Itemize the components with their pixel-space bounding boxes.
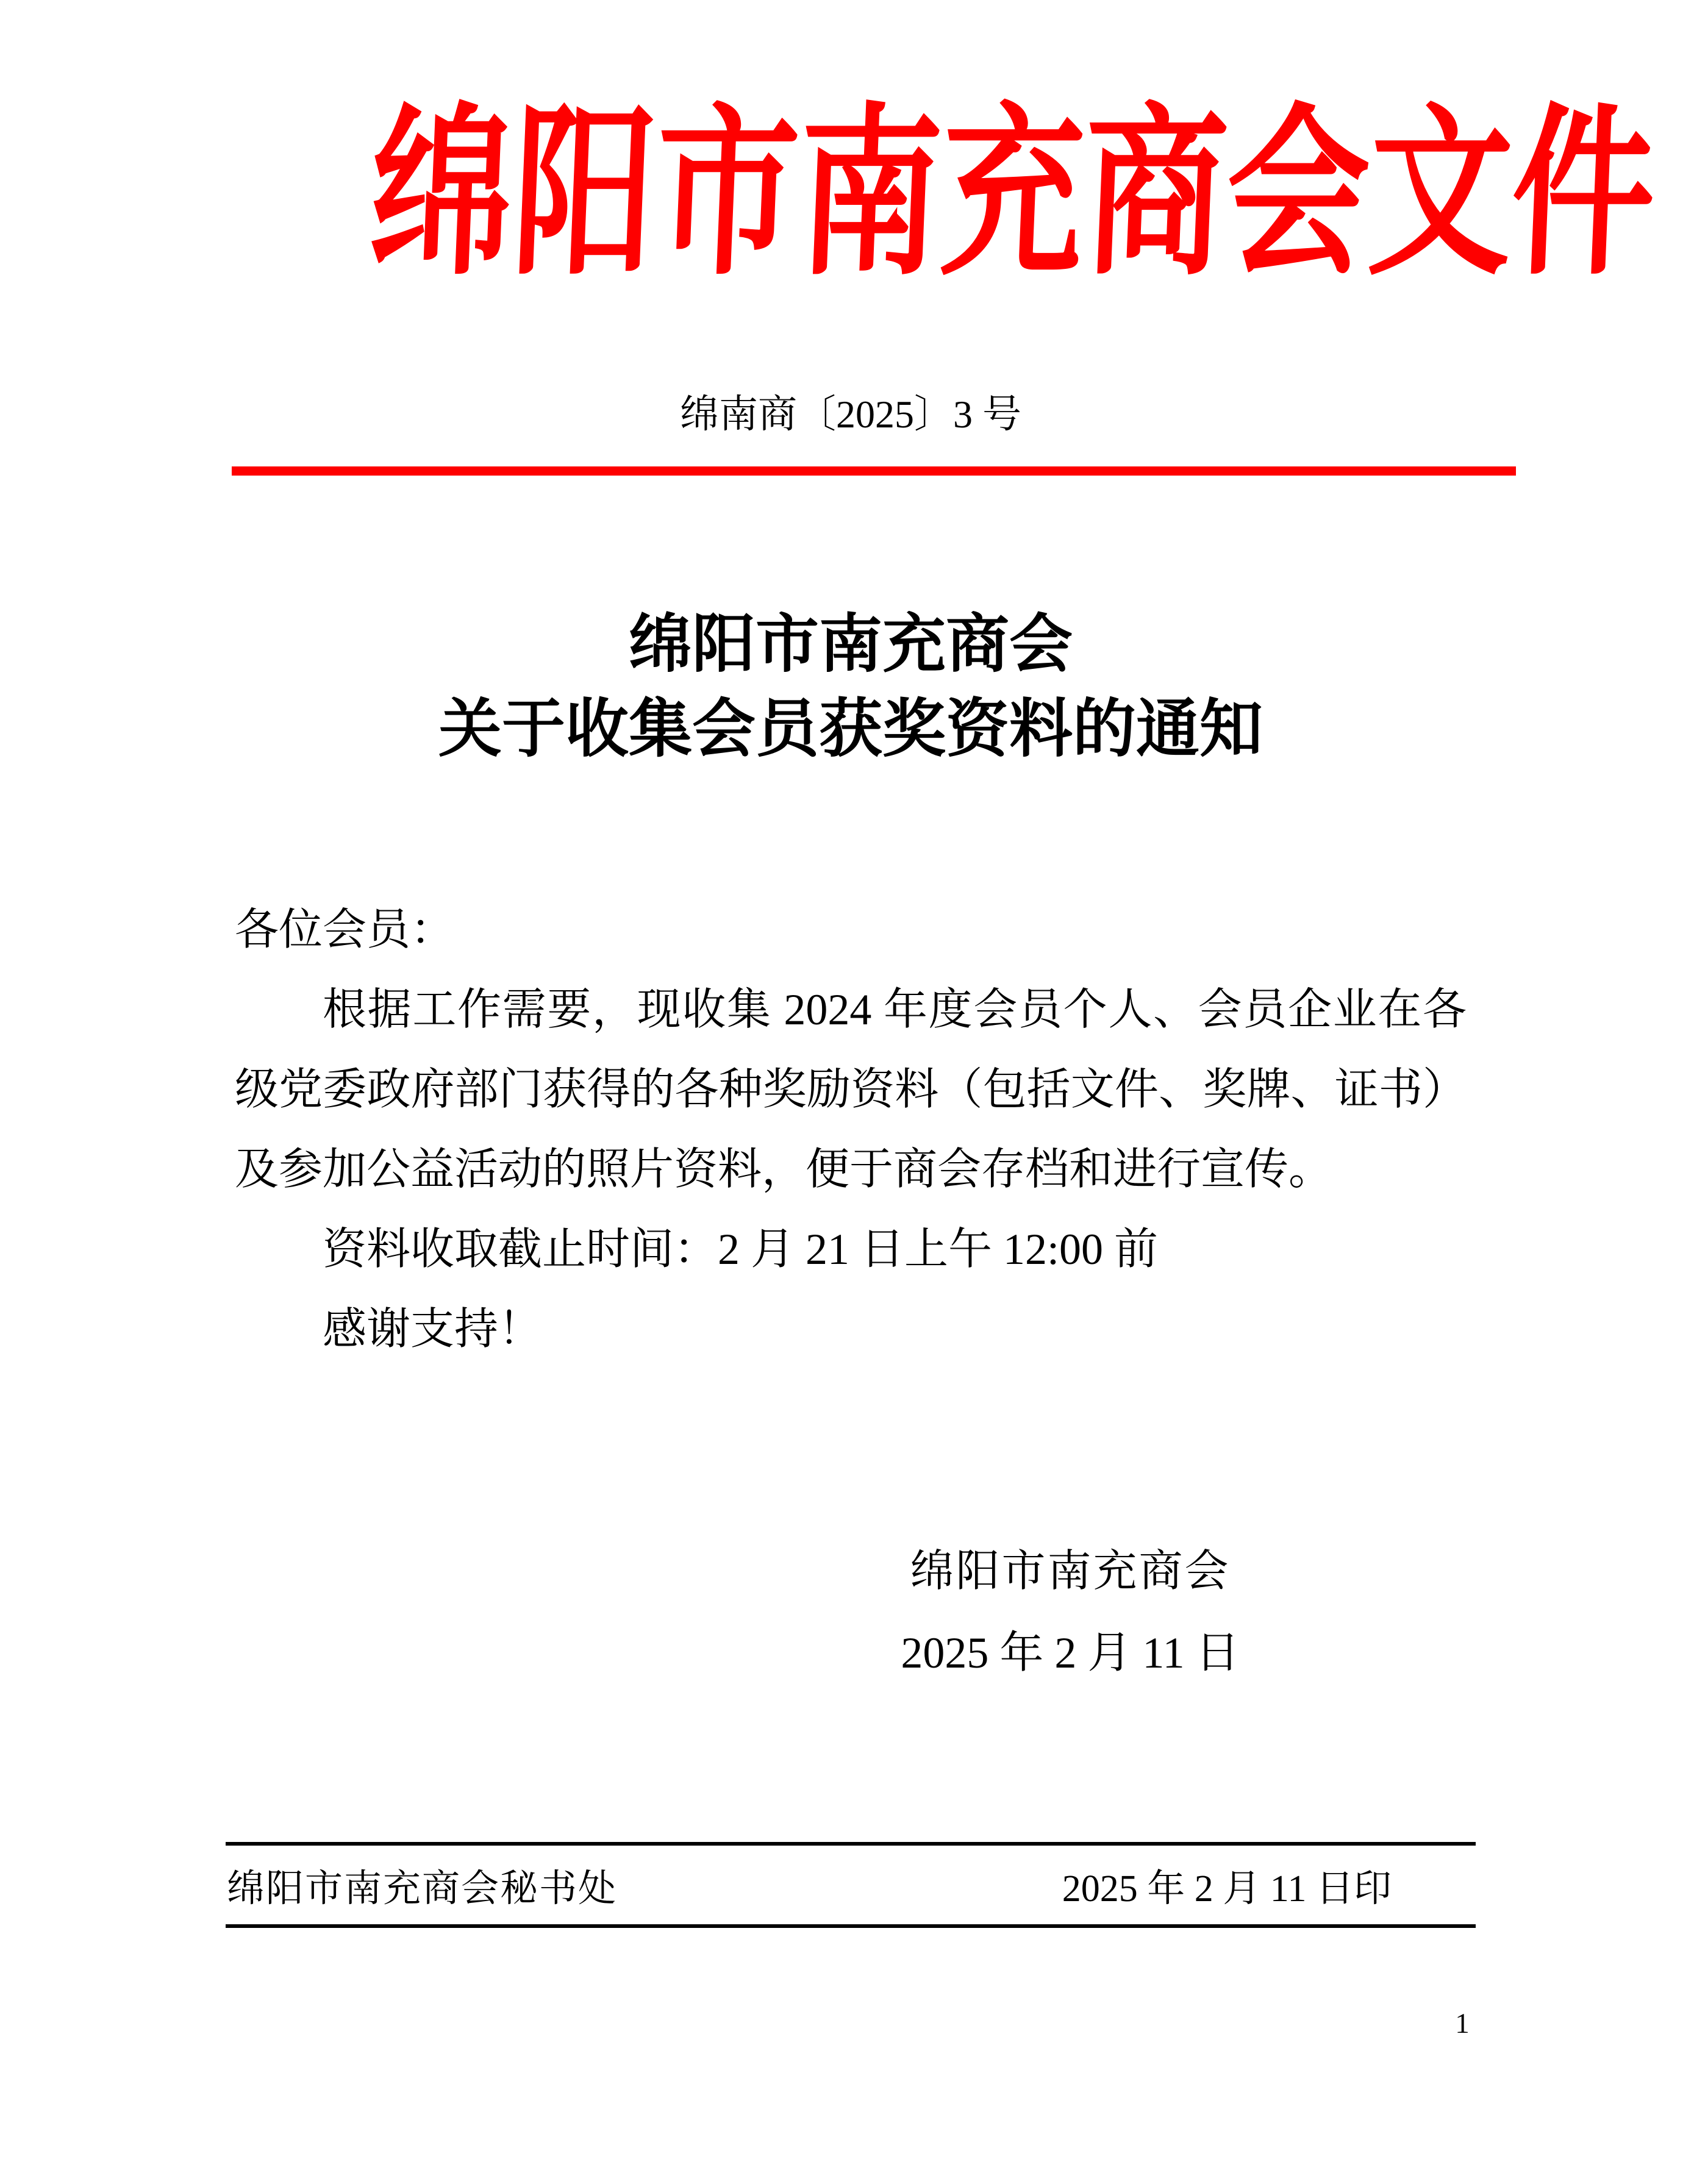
heading-line-1: 绵阳市南充商会	[628, 610, 1073, 680]
document-heading	[235, 602, 1467, 772]
page-number: 1	[1455, 2008, 1470, 2039]
body-line: 级党委政府部门获得的各种奖励资料（包括文件、奖牌、证书）	[235, 1065, 1467, 1114]
signature-date: 2025 年 2 月 11 日	[901, 1629, 1240, 1677]
red-divider-rule	[232, 466, 1516, 476]
body-line: 根据工作需要，现收集 2024 年度会员个人、会员企业在各	[323, 985, 1467, 1034]
letterhead-title: 绵阳市南充商会文件	[366, 94, 1659, 296]
signature-org: 绵阳市南充商会	[910, 1547, 1231, 1596]
salutation: 各位会员：	[235, 905, 455, 954]
footer-issuer: 绵阳市南充商会秘书处	[227, 1868, 618, 1910]
document-number: 绵南商〔2025〕3 号	[680, 393, 1021, 436]
issuance-footer	[226, 1842, 1476, 1928]
footer-print-date: 2025 年 2 月 11 日印	[1062, 1868, 1392, 1910]
body-line: 及参加公益活动的照片资料，便于商会存档和进行宣传。	[235, 1145, 1333, 1194]
heading-line-2: 关于收集会员获奖资料的通知	[438, 694, 1263, 765]
body-line-deadline: 资料收取截止时间：2 月 21 日上午 12:00 前	[323, 1225, 1159, 1274]
signature-block	[796, 1530, 1345, 1694]
body-line-thanks: 感谢支持！	[323, 1305, 543, 1354]
body-text	[235, 890, 1467, 1369]
